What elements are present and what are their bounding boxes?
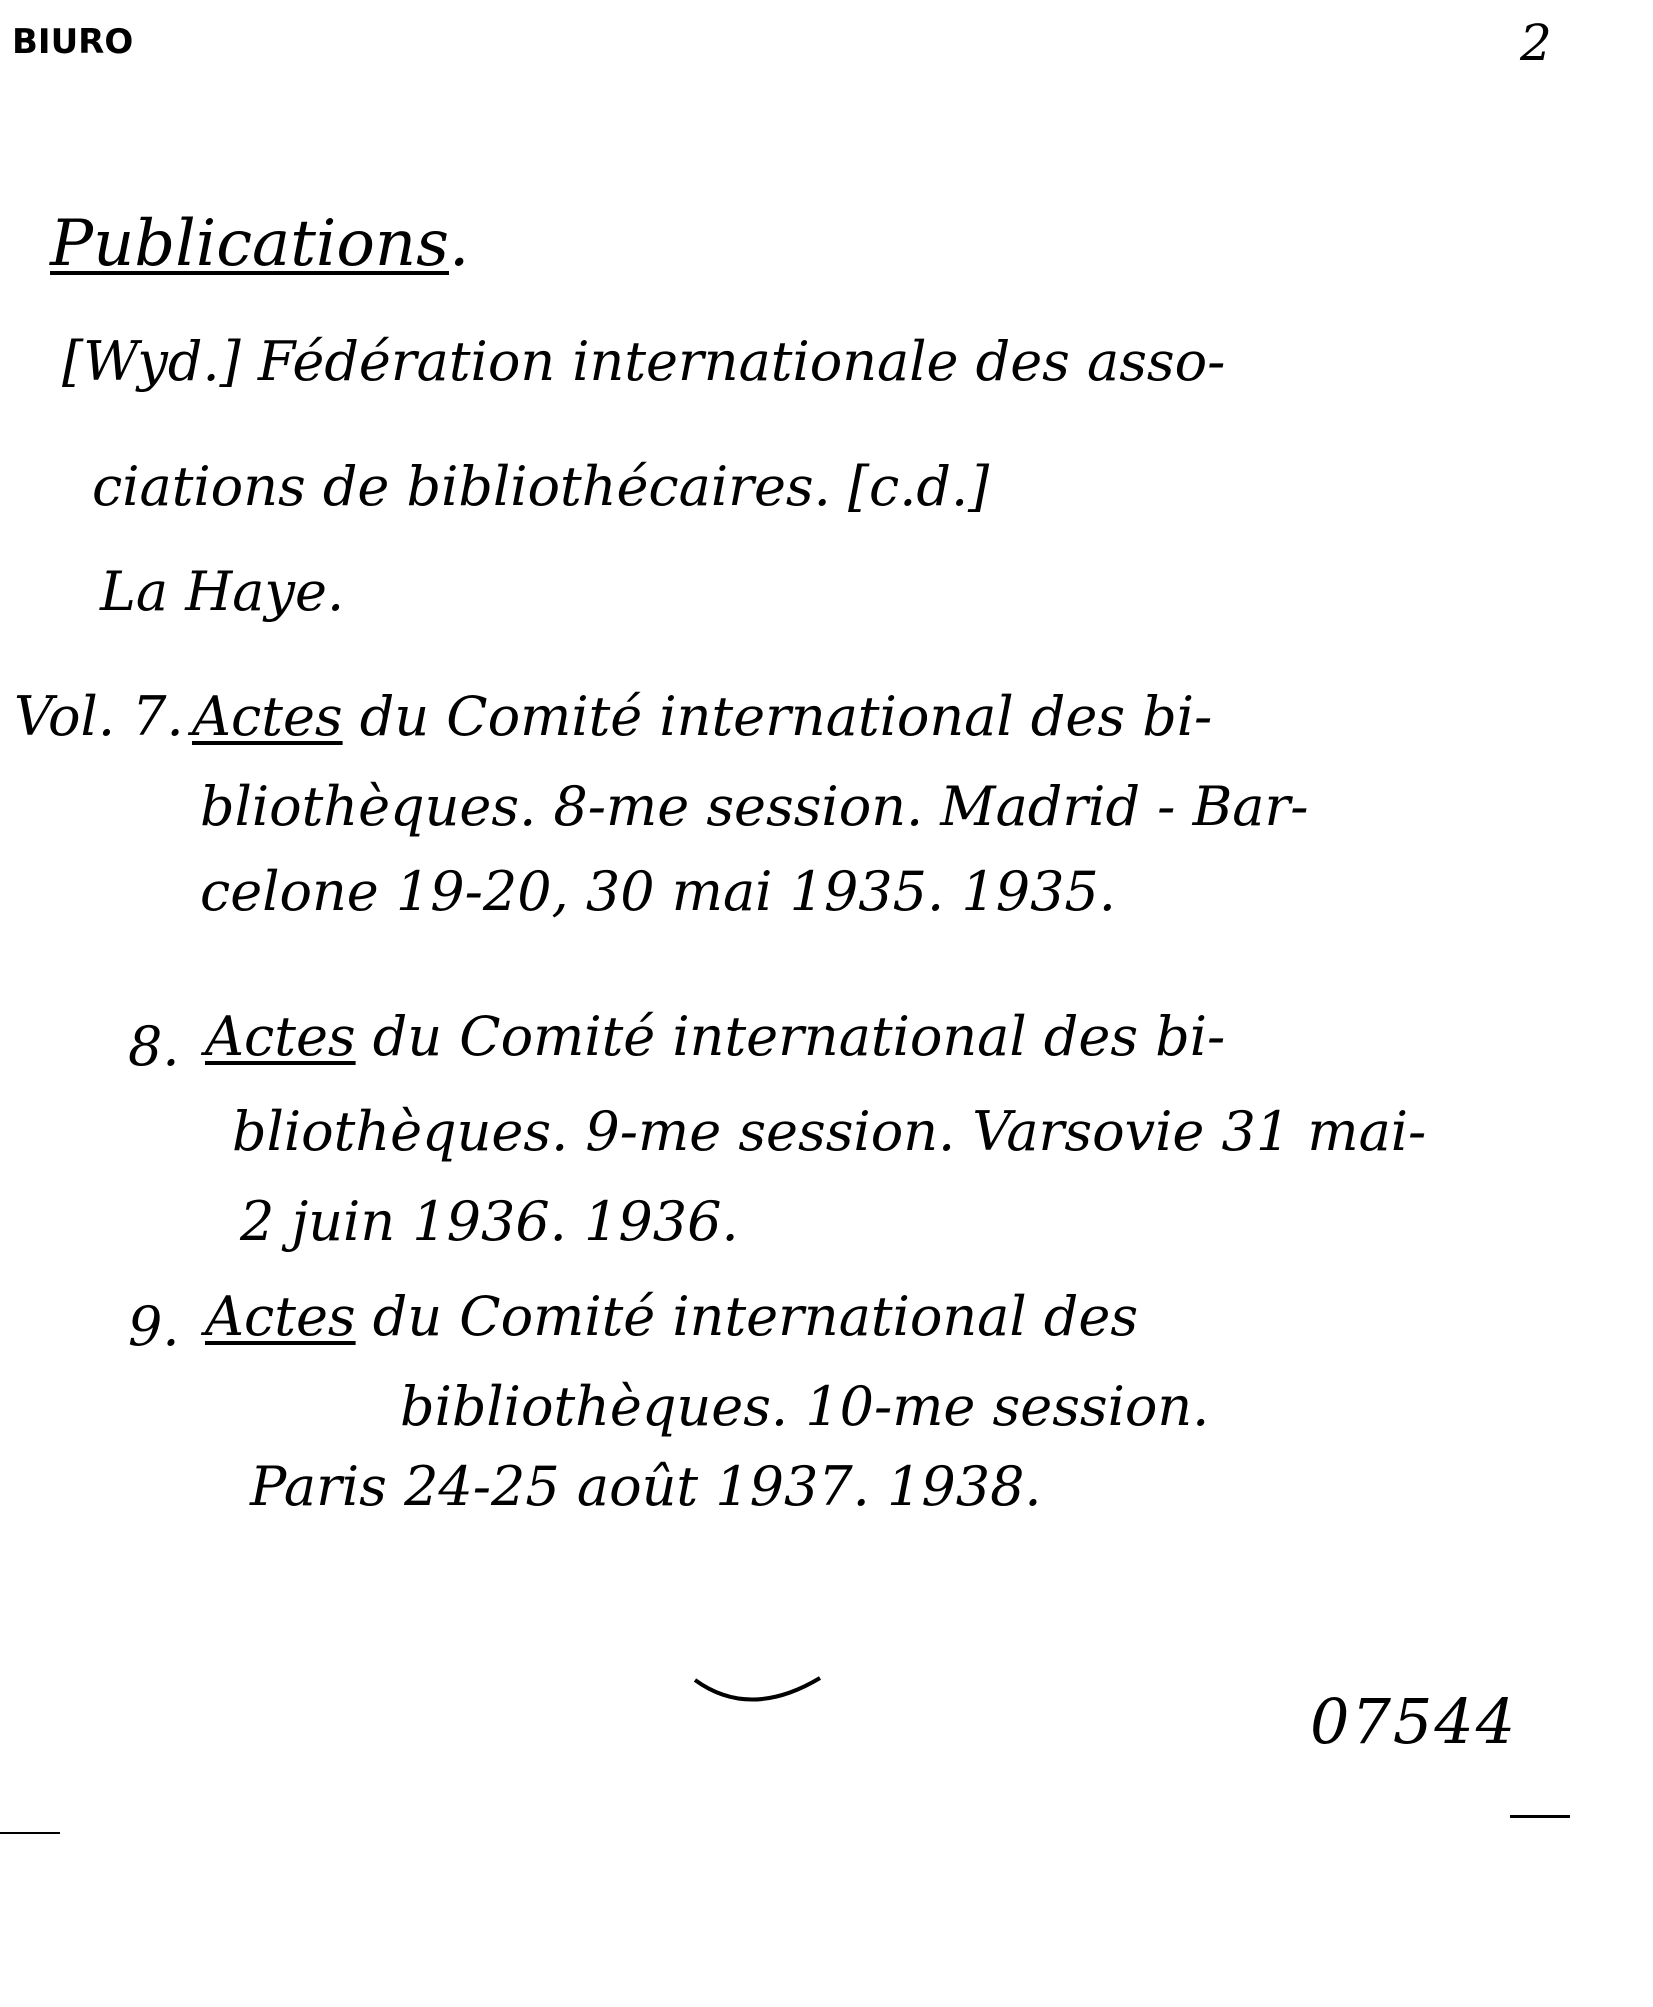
entry-label: 9. (128, 1295, 180, 1358)
left-edge-mark (0, 1832, 60, 1834)
pen-flourish (690, 1670, 830, 1720)
page-number: 2 (1520, 14, 1552, 72)
entry-line-2: bibliothèques. 10-me session. (400, 1375, 1210, 1438)
publisher-line-3: La Haye. (100, 560, 345, 623)
biuro-stamp: BIURO (12, 22, 134, 62)
right-edge-mark (1510, 1815, 1570, 1818)
publisher-line-2: ciations de bibliothécaires. [c.d.] (92, 455, 990, 518)
entry-title-word: Actes (205, 1285, 356, 1348)
heading-text: Publications (50, 207, 449, 281)
entry-title-word: Actes (192, 685, 343, 748)
entry-line-3: Paris 24-25 août 1937. 1938. (250, 1455, 1042, 1518)
entry-line-1 (192, 685, 1213, 748)
entry-line-1 (205, 1285, 1139, 1348)
heading (50, 207, 470, 281)
entry-line-1-rest: du Comité international des bi- (355, 1005, 1226, 1068)
entry-line-2: bliothèques. 8-me session. Madrid - Bar- (200, 775, 1309, 838)
entry-line-3: celone 19-20, 30 mai 1935. 1935. (200, 860, 1116, 923)
entry-line-1-rest: du Comité international des (355, 1285, 1139, 1348)
catalog-number: 07544 (1310, 1685, 1518, 1758)
entry-label: Vol. 7. (14, 685, 184, 748)
entry-line-1-rest: du Comité international des bi- (342, 685, 1213, 748)
heading-period: . (448, 207, 470, 281)
entry-line-2: bliothèques. 9-me session. Varsovie 31 mai- (232, 1100, 1427, 1163)
entry-line-1 (205, 1005, 1226, 1068)
publisher-line-1: [Wyd.] Fédération internationale des asso- (62, 330, 1226, 393)
entry-title-word: Actes (205, 1005, 356, 1068)
entry-line-3: 2 juin 1936. 1936. (240, 1190, 739, 1253)
entry-label: 8. (128, 1015, 180, 1078)
